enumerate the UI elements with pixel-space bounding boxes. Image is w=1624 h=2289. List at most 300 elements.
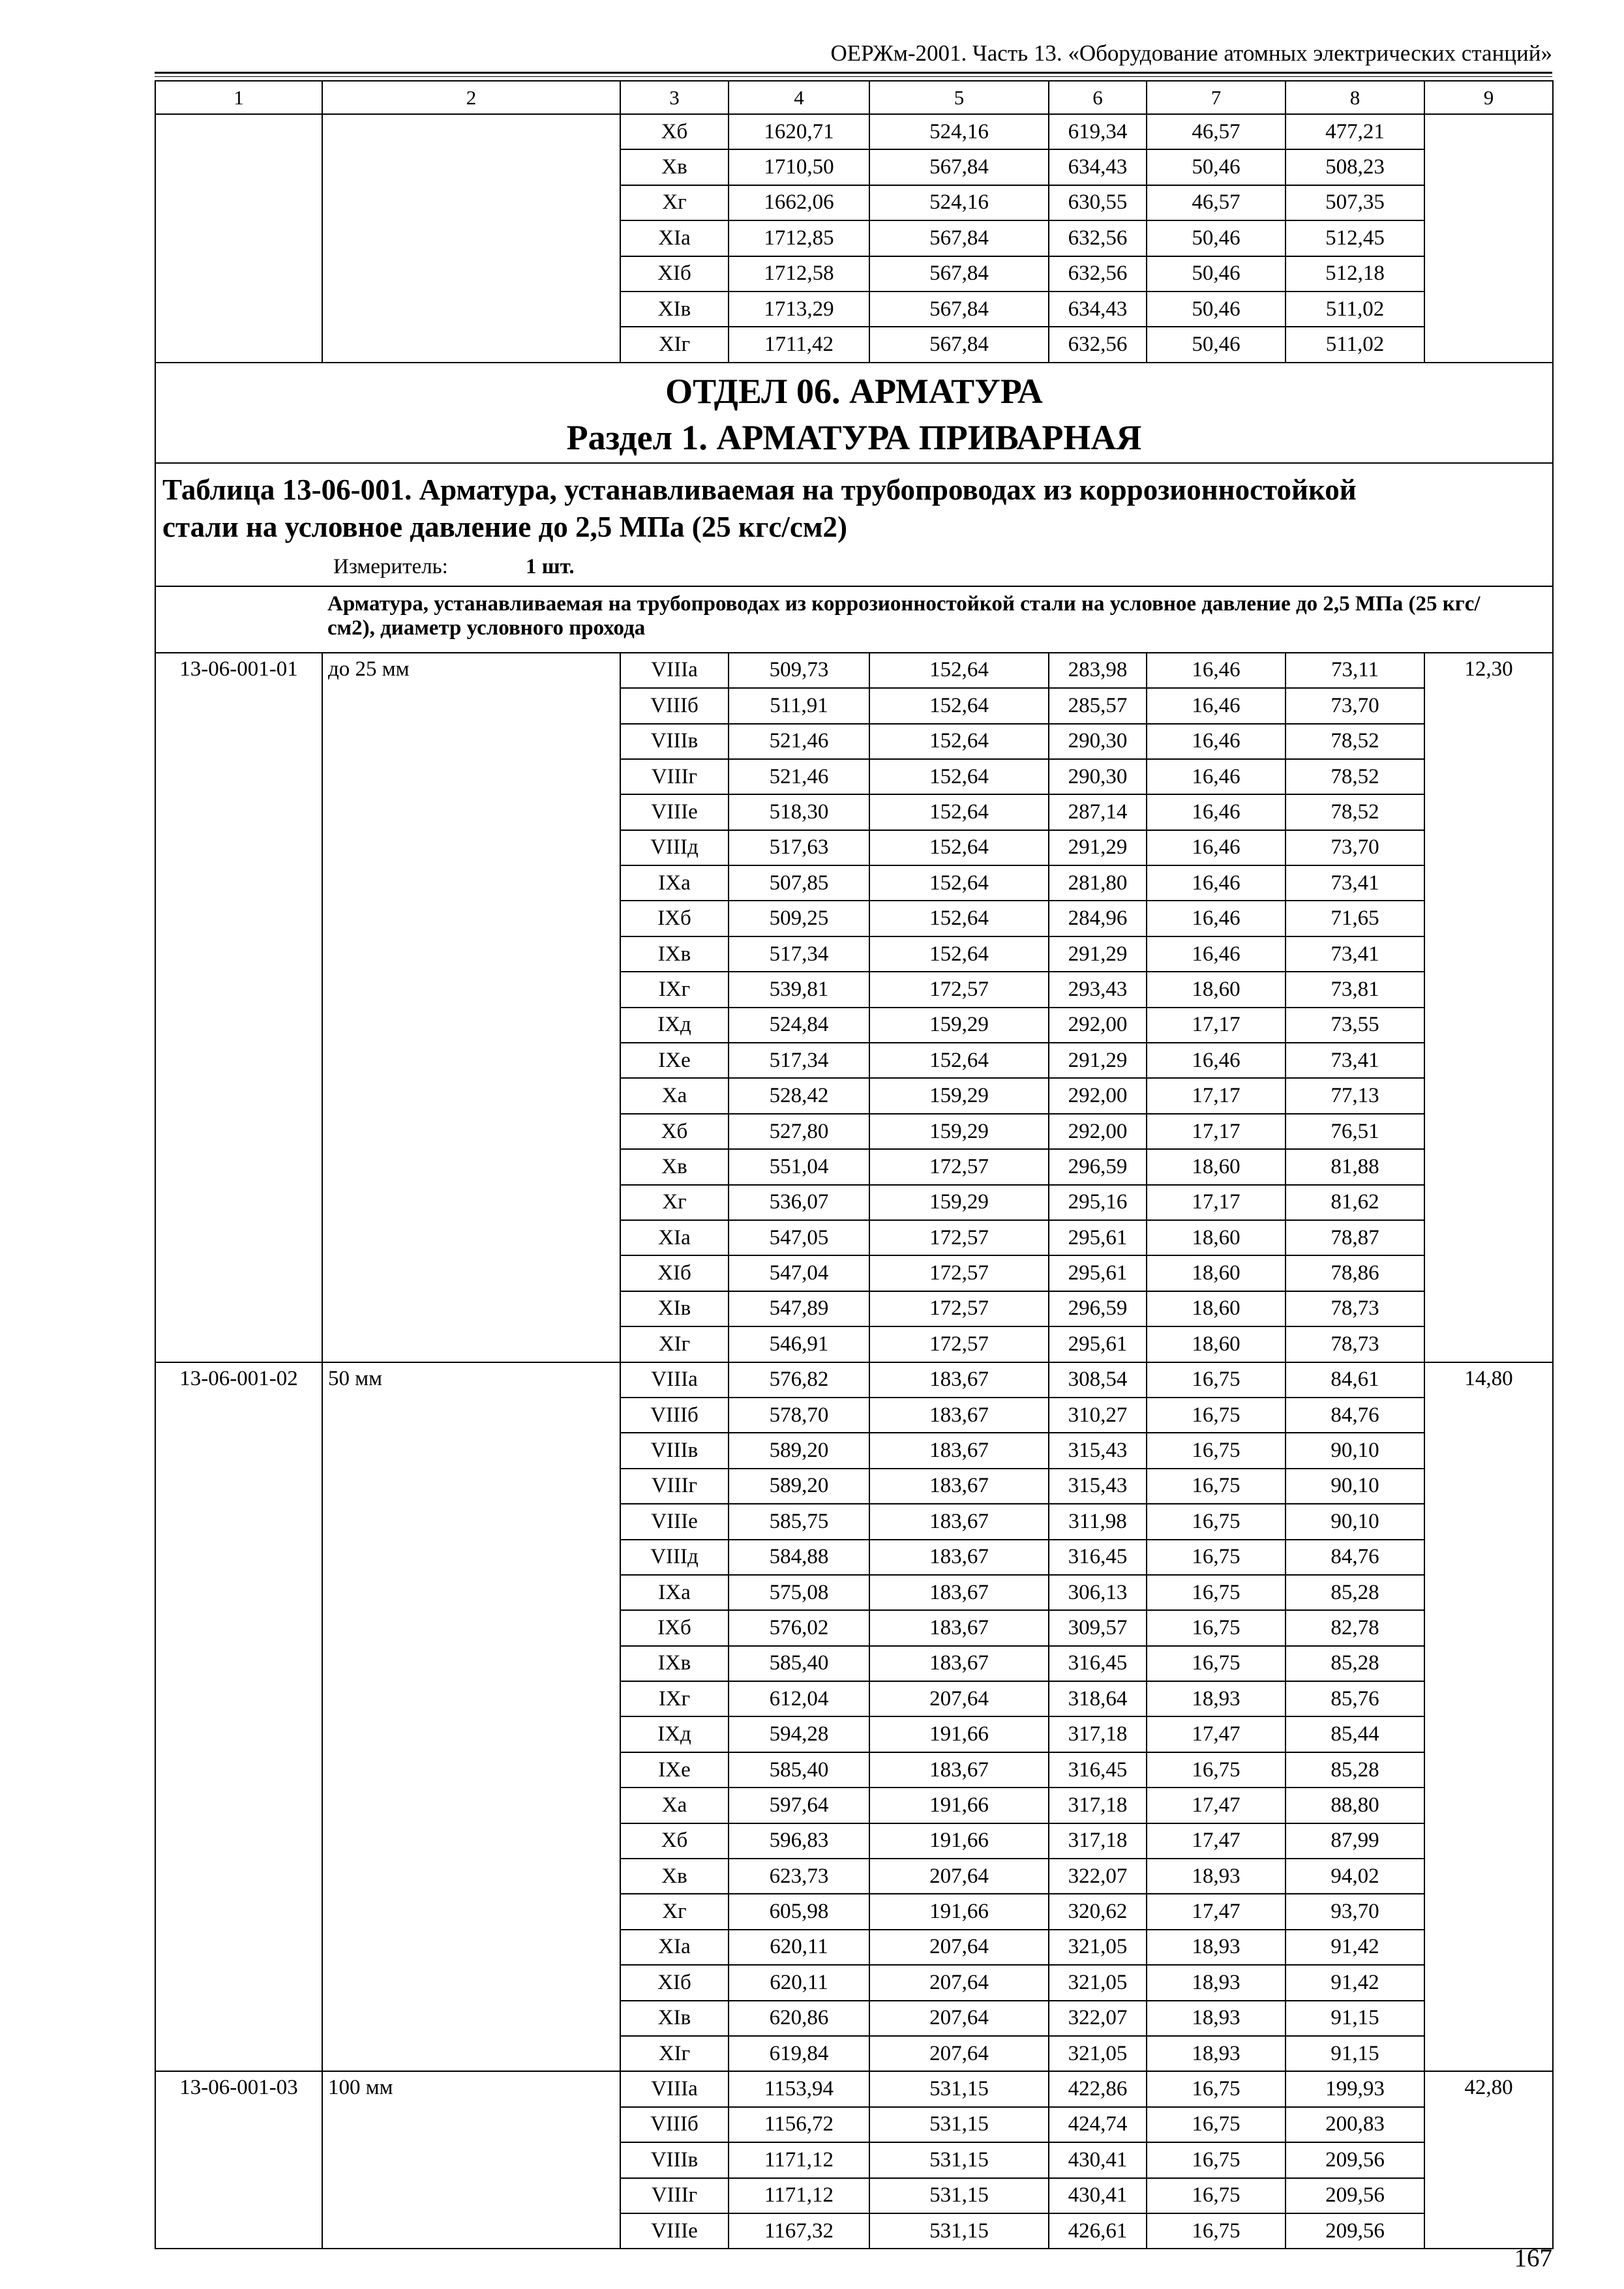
value-cell: 183,67: [869, 1398, 1049, 1433]
value-cell: 183,67: [869, 1540, 1049, 1575]
value-cell: 17,47: [1147, 1894, 1286, 1929]
value-cell: 207,64: [869, 1965, 1049, 2000]
value-cell: 87,99: [1286, 1823, 1424, 1859]
zone-cell: ХIг: [620, 2036, 729, 2071]
value-cell: 634,43: [1049, 149, 1147, 185]
value-cell: 90,10: [1286, 1433, 1424, 1468]
value-cell: 18,93: [1147, 1681, 1286, 1716]
zone-cell: ХIб: [620, 256, 729, 292]
value-cell: 527,80: [729, 1114, 869, 1149]
value-cell: 589,20: [729, 1469, 869, 1504]
resource-code: 13-06-001-01: [155, 653, 322, 1362]
value-cell: 596,83: [729, 1823, 869, 1859]
value-cell: 73,70: [1286, 830, 1424, 865]
value-cell: 17,47: [1147, 1716, 1286, 1752]
value-cell: 422,86: [1049, 2071, 1147, 2106]
zone-cell: VIIIа: [620, 653, 729, 688]
value-cell: 620,11: [729, 1965, 869, 2000]
value-cell: 16,46: [1147, 830, 1286, 865]
value-cell: 317,18: [1049, 1823, 1147, 1859]
page-number: 167: [1514, 2244, 1552, 2272]
value-cell: 16,75: [1147, 2142, 1286, 2177]
value-cell: 507,35: [1286, 185, 1424, 220]
value-cell: 424,74: [1049, 2107, 1147, 2142]
value-cell: 18,60: [1147, 1291, 1286, 1326]
value-cell: 1711,42: [729, 327, 869, 362]
value-cell: 594,28: [729, 1716, 869, 1752]
value-cell: 18,60: [1147, 1220, 1286, 1255]
value-cell: 73,70: [1286, 688, 1424, 723]
value-cell: 85,28: [1286, 1575, 1424, 1610]
value-cell: 199,93: [1286, 2071, 1424, 2106]
value-cell: 50,46: [1147, 220, 1286, 256]
value-cell: 576,82: [729, 1362, 869, 1398]
value-cell: 612,04: [729, 1681, 869, 1716]
value-cell: 81,88: [1286, 1149, 1424, 1184]
column-number: 7: [1147, 81, 1286, 114]
value-cell: 597,64: [729, 1788, 869, 1823]
value-cell: 73,41: [1286, 1043, 1424, 1078]
value-cell: 91,15: [1286, 2036, 1424, 2071]
value-cell: 511,02: [1286, 327, 1424, 362]
value-cell: 509,25: [729, 901, 869, 936]
price-table: [155, 80, 1554, 2249]
value-cell: 16,75: [1147, 1540, 1286, 1575]
value-cell: 426,61: [1049, 2213, 1147, 2249]
value-cell: 93,70: [1286, 1894, 1424, 1929]
zone-cell: IХе: [620, 1043, 729, 1078]
zone-cell: Ха: [620, 1078, 729, 1113]
value-cell: 76,51: [1286, 1114, 1424, 1149]
value-cell: 183,67: [869, 1575, 1049, 1610]
value-cell: 536,07: [729, 1185, 869, 1220]
value-cell: 524,84: [729, 1008, 869, 1043]
value-cell: 311,98: [1049, 1504, 1147, 1539]
column-number: 9: [1424, 81, 1553, 114]
value-cell: 16,75: [1147, 1362, 1286, 1398]
zone-cell: VIIIв: [620, 1433, 729, 1468]
value-cell: 632,56: [1049, 327, 1147, 362]
zone-cell: VIIIв: [620, 724, 729, 759]
zone-cell: Хб: [620, 1823, 729, 1859]
meter-line: [162, 546, 1552, 580]
value-cell: 16,75: [1147, 1504, 1286, 1539]
meter-label: Измеритель:: [333, 554, 448, 578]
value-cell: 152,64: [869, 794, 1049, 830]
value-cell: 16,46: [1147, 936, 1286, 972]
value-cell: 183,67: [869, 1610, 1049, 1645]
table-row: [155, 2071, 1553, 2106]
value-cell: 50,46: [1147, 256, 1286, 292]
value-cell: 91,42: [1286, 1930, 1424, 1965]
table-title-cell: [155, 463, 1553, 586]
value-cell: 531,15: [869, 2213, 1049, 2249]
value-cell: 85,28: [1286, 1752, 1424, 1788]
value-cell: 16,46: [1147, 724, 1286, 759]
value-cell: 291,29: [1049, 936, 1147, 972]
zone-cell: ХIв: [620, 292, 729, 327]
value-cell: 16,46: [1147, 688, 1286, 723]
value-cell: 430,41: [1049, 2178, 1147, 2213]
value-cell: 316,45: [1049, 1752, 1147, 1788]
value-cell: 585,40: [729, 1646, 869, 1681]
value-cell: 84,76: [1286, 1398, 1424, 1433]
value-cell: 547,04: [729, 1255, 869, 1291]
value-cell: 172,57: [869, 1149, 1049, 1184]
zone-cell: Хв: [620, 1859, 729, 1894]
value-cell: 567,84: [869, 256, 1049, 292]
value-cell: 509,73: [729, 653, 869, 688]
value-cell: 517,63: [729, 830, 869, 865]
value-cell: 295,61: [1049, 1255, 1147, 1291]
value-cell: 315,43: [1049, 1469, 1147, 1504]
value-cell: 207,64: [869, 1681, 1049, 1716]
value-cell: 634,43: [1049, 292, 1147, 327]
column-number: 6: [1049, 81, 1147, 114]
column-number: 8: [1286, 81, 1424, 114]
value-cell: 521,46: [729, 759, 869, 794]
zone-cell: IХв: [620, 936, 729, 972]
value-cell: 477,21: [1286, 114, 1424, 149]
value-cell: 191,66: [869, 1894, 1049, 1929]
zone-cell: Ха: [620, 1788, 729, 1823]
value-cell: 576,02: [729, 1610, 869, 1645]
value-cell: 290,30: [1049, 759, 1147, 794]
value-cell: 17,17: [1147, 1185, 1286, 1220]
value-cell: 152,64: [869, 830, 1049, 865]
value-cell: 152,64: [869, 759, 1049, 794]
value-cell: 18,93: [1147, 2001, 1286, 2036]
zone-cell: IХа: [620, 1575, 729, 1610]
value-cell: 528,42: [729, 1078, 869, 1113]
value-cell: 16,75: [1147, 1575, 1286, 1610]
value-cell: 281,80: [1049, 865, 1147, 901]
value-cell: 1620,71: [729, 114, 869, 149]
zone-cell: Хв: [620, 1149, 729, 1184]
value-cell: 293,43: [1049, 972, 1147, 1007]
value-cell: 306,13: [1049, 1575, 1147, 1610]
value-cell: 316,45: [1049, 1540, 1147, 1575]
value-cell: 16,46: [1147, 653, 1286, 688]
value-cell: 17,47: [1147, 1823, 1286, 1859]
value-cell: 90,10: [1286, 1469, 1424, 1504]
value-cell: 73,41: [1286, 865, 1424, 901]
value-cell: 16,75: [1147, 2213, 1286, 2249]
zone-cell: Хг: [620, 1894, 729, 1929]
column-number: 1: [155, 81, 322, 114]
description-text: Арматура, устанавливаемая на трубопроводах из коррозионностойкой стали на условное давление до 2,5 МПа (25 кгс/ см2), диаметр условного прохода: [327, 591, 1481, 640]
zone-cell: VIIIа: [620, 1362, 729, 1398]
department-title: ОТДЕЛ 06. АРМАТУРА: [665, 371, 1043, 411]
value-cell: 430,41: [1049, 2142, 1147, 2177]
value-cell: 16,75: [1147, 1752, 1286, 1788]
value-cell: 1712,58: [729, 256, 869, 292]
value-cell: 78,52: [1286, 724, 1424, 759]
value-cell: 585,75: [729, 1504, 869, 1539]
value-cell: 16,46: [1147, 865, 1286, 901]
value-cell: 1171,12: [729, 2178, 869, 2213]
value-cell: 16,75: [1147, 1610, 1286, 1645]
department-row: [155, 363, 1553, 463]
value-cell: 283,98: [1049, 653, 1147, 688]
value-cell: 191,66: [869, 1823, 1049, 1859]
value-cell: 296,59: [1049, 1291, 1147, 1326]
value-cell: 207,64: [869, 2001, 1049, 2036]
value-cell: 285,57: [1049, 688, 1147, 723]
value-cell: 209,56: [1286, 2213, 1424, 2249]
resource-code: 13-06-001-02: [155, 1362, 322, 2072]
value-cell: 322,07: [1049, 1859, 1147, 1894]
value-cell: 16,46: [1147, 901, 1286, 936]
zone-cell: VIIIе: [620, 794, 729, 830]
zone-cell: ХIг: [620, 327, 729, 362]
value-cell: 292,00: [1049, 1078, 1147, 1113]
value-cell: 321,05: [1049, 1930, 1147, 1965]
nominal-diameter: 100 мм: [322, 2071, 620, 2249]
meter-value: 1 шт.: [526, 554, 575, 578]
value-cell: 578,70: [729, 1398, 869, 1433]
value-cell: 632,56: [1049, 220, 1147, 256]
zone-cell: IХг: [620, 1681, 729, 1716]
value-cell: 290,30: [1049, 724, 1147, 759]
zone-cell: VIIIв: [620, 2142, 729, 2177]
value-cell: 16,46: [1147, 759, 1286, 794]
value-cell: 152,64: [869, 936, 1049, 972]
value-cell: 511,02: [1286, 292, 1424, 327]
value-cell: 172,57: [869, 1255, 1049, 1291]
value-cell: 82,78: [1286, 1610, 1424, 1645]
value-cell: 292,00: [1049, 1114, 1147, 1149]
value-cell: 91,15: [1286, 2001, 1424, 2036]
value-cell: 172,57: [869, 972, 1049, 1007]
value-cell: 159,29: [869, 1114, 1049, 1149]
value-cell: 1153,94: [729, 2071, 869, 2106]
value-cell: 309,57: [1049, 1610, 1147, 1645]
value-cell: 321,05: [1049, 1965, 1147, 2000]
value-cell: 16,75: [1147, 1646, 1286, 1681]
value-cell: 152,64: [869, 901, 1049, 936]
value-cell: 73,55: [1286, 1008, 1424, 1043]
value-cell: 295,61: [1049, 1220, 1147, 1255]
zone-cell: Хг: [620, 185, 729, 220]
value-cell: 94,02: [1286, 1859, 1424, 1894]
value-cell: 567,84: [869, 220, 1049, 256]
value-cell: 511,91: [729, 688, 869, 723]
value-cell: 159,29: [869, 1008, 1049, 1043]
zone-cell: ХIв: [620, 2001, 729, 2036]
zone-cell: IХе: [620, 1752, 729, 1788]
value-cell: 547,05: [729, 1220, 869, 1255]
zone-cell: VIIIе: [620, 1504, 729, 1539]
table-row: [155, 653, 1553, 688]
value-cell: 191,66: [869, 1788, 1049, 1823]
value-cell: 200,83: [1286, 2107, 1424, 2142]
value-cell: 620,86: [729, 2001, 869, 2036]
value-cell: 1171,12: [729, 2142, 869, 2177]
value-cell: 84,61: [1286, 1362, 1424, 1398]
column-numbers-row: [155, 81, 1553, 114]
labor-coefficient: 12,30: [1424, 653, 1553, 1362]
value-cell: 1156,72: [729, 2107, 869, 2142]
value-cell: 546,91: [729, 1326, 869, 1362]
value-cell: 159,29: [869, 1078, 1049, 1113]
value-cell: 524,16: [869, 114, 1049, 149]
value-cell: 191,66: [869, 1716, 1049, 1752]
value-cell: 291,29: [1049, 830, 1147, 865]
value-cell: 16,75: [1147, 2107, 1286, 2142]
value-cell: 16,75: [1147, 1433, 1286, 1468]
value-cell: 172,57: [869, 1291, 1049, 1326]
value-cell: 183,67: [869, 1362, 1049, 1398]
header-rule: [155, 72, 1552, 74]
value-cell: 517,34: [729, 1043, 869, 1078]
zone-cell: Хб: [620, 1114, 729, 1149]
value-cell: 91,42: [1286, 1965, 1424, 2000]
value-cell: 17,17: [1147, 1078, 1286, 1113]
zone-cell: VIIIг: [620, 759, 729, 794]
value-cell: 77,13: [1286, 1078, 1424, 1113]
description-row: [155, 586, 1553, 653]
header-rule-thin: [155, 76, 1552, 77]
zone-cell: IХд: [620, 1008, 729, 1043]
value-cell: 619,84: [729, 2036, 869, 2071]
value-cell: 18,60: [1147, 1326, 1286, 1362]
value-cell: 17,17: [1147, 1008, 1286, 1043]
column-number: 5: [869, 81, 1049, 114]
value-cell: 17,17: [1147, 1114, 1286, 1149]
value-cell: 632,56: [1049, 256, 1147, 292]
value-cell: 207,64: [869, 1859, 1049, 1894]
value-cell: 539,81: [729, 972, 869, 1007]
table-row: [155, 114, 1553, 149]
value-cell: 172,57: [869, 1326, 1049, 1362]
value-cell: 152,64: [869, 653, 1049, 688]
value-cell: 318,64: [1049, 1681, 1147, 1716]
value-cell: 531,15: [869, 2071, 1049, 2106]
labor-coefficient: 42,80: [1424, 2071, 1553, 2249]
size-cell: [322, 114, 620, 363]
zone-cell: ХIа: [620, 1220, 729, 1255]
value-cell: 78,87: [1286, 1220, 1424, 1255]
value-cell: 291,29: [1049, 1043, 1147, 1078]
value-cell: 78,73: [1286, 1291, 1424, 1326]
zone-cell: VIIIг: [620, 2178, 729, 2213]
value-cell: 209,56: [1286, 2178, 1424, 2213]
value-cell: 209,56: [1286, 2142, 1424, 2177]
value-cell: 71,65: [1286, 901, 1424, 936]
value-cell: 159,29: [869, 1185, 1049, 1220]
zone-cell: VIIIд: [620, 830, 729, 865]
value-cell: 85,28: [1286, 1646, 1424, 1681]
coef-cell: [1424, 114, 1553, 363]
value-cell: 620,11: [729, 1930, 869, 1965]
value-cell: 50,46: [1147, 149, 1286, 185]
value-cell: 1712,85: [729, 220, 869, 256]
value-cell: 18,93: [1147, 1859, 1286, 1894]
value-cell: 18,93: [1147, 1965, 1286, 2000]
value-cell: 16,46: [1147, 1043, 1286, 1078]
zone-cell: VIIIб: [620, 2107, 729, 2142]
value-cell: 317,18: [1049, 1788, 1147, 1823]
column-number: 3: [620, 81, 729, 114]
value-cell: 88,80: [1286, 1788, 1424, 1823]
value-cell: 81,62: [1286, 1185, 1424, 1220]
value-cell: 16,46: [1147, 794, 1286, 830]
value-cell: 589,20: [729, 1433, 869, 1468]
value-cell: 295,61: [1049, 1326, 1147, 1362]
zone-cell: VIIIб: [620, 688, 729, 723]
value-cell: 521,46: [729, 724, 869, 759]
value-cell: 183,67: [869, 1504, 1049, 1539]
value-cell: 16,75: [1147, 2178, 1286, 2213]
value-cell: 547,89: [729, 1291, 869, 1326]
table-title-line2: стали на условное давление до 2,5 МПа (25 кгс/см2): [162, 510, 847, 543]
value-cell: 90,10: [1286, 1504, 1424, 1539]
value-cell: 316,45: [1049, 1646, 1147, 1681]
value-cell: 17,47: [1147, 1788, 1286, 1823]
section-title: Раздел 1. АРМАТУРА ПРИВАРНАЯ: [566, 417, 1142, 457]
column-number: 4: [729, 81, 869, 114]
nominal-diameter: до 25 мм: [322, 653, 620, 1362]
value-cell: 18,60: [1147, 1255, 1286, 1291]
value-cell: 16,75: [1147, 1469, 1286, 1504]
value-cell: 78,52: [1286, 794, 1424, 830]
value-cell: 85,44: [1286, 1716, 1424, 1752]
value-cell: 152,64: [869, 1043, 1049, 1078]
value-cell: 1167,32: [729, 2213, 869, 2249]
zone-cell: IХб: [620, 1610, 729, 1645]
value-cell: 567,84: [869, 149, 1049, 185]
zone-cell: ХIв: [620, 1291, 729, 1326]
value-cell: 630,55: [1049, 185, 1147, 220]
value-cell: 292,00: [1049, 1008, 1147, 1043]
value-cell: 524,16: [869, 185, 1049, 220]
value-cell: 18,93: [1147, 1930, 1286, 1965]
zone-cell: ХIг: [620, 1326, 729, 1362]
value-cell: 73,81: [1286, 972, 1424, 1007]
value-cell: 295,16: [1049, 1185, 1147, 1220]
value-cell: 183,67: [869, 1469, 1049, 1504]
resource-code: 13-06-001-03: [155, 2071, 322, 2249]
zone-cell: ХIб: [620, 1965, 729, 2000]
value-cell: 85,76: [1286, 1681, 1424, 1716]
zone-cell: VIIIг: [620, 1469, 729, 1504]
value-cell: 1710,50: [729, 149, 869, 185]
value-cell: 46,57: [1147, 185, 1286, 220]
zone-cell: ХIб: [620, 1255, 729, 1291]
table-row: [155, 1362, 1553, 1398]
value-cell: 183,67: [869, 1433, 1049, 1468]
value-cell: 320,62: [1049, 1894, 1147, 1929]
value-cell: 575,08: [729, 1575, 869, 1610]
zone-cell: IХв: [620, 1646, 729, 1681]
zone-cell: ХIа: [620, 1930, 729, 1965]
value-cell: 551,04: [729, 1149, 869, 1184]
value-cell: 517,34: [729, 936, 869, 972]
value-cell: 317,18: [1049, 1716, 1147, 1752]
value-cell: 619,34: [1049, 114, 1147, 149]
value-cell: 16,75: [1147, 2071, 1286, 2106]
value-cell: 567,84: [869, 327, 1049, 362]
value-cell: 207,64: [869, 1930, 1049, 1965]
value-cell: 18,93: [1147, 2036, 1286, 2071]
value-cell: 78,86: [1286, 1255, 1424, 1291]
value-cell: 78,52: [1286, 759, 1424, 794]
page-header: ОЕРЖм-2001. Часть 13. «Оборудование атомных электрических станций»: [830, 40, 1552, 66]
value-cell: 18,60: [1147, 972, 1286, 1007]
value-cell: 152,64: [869, 724, 1049, 759]
code-cell: [155, 114, 322, 363]
